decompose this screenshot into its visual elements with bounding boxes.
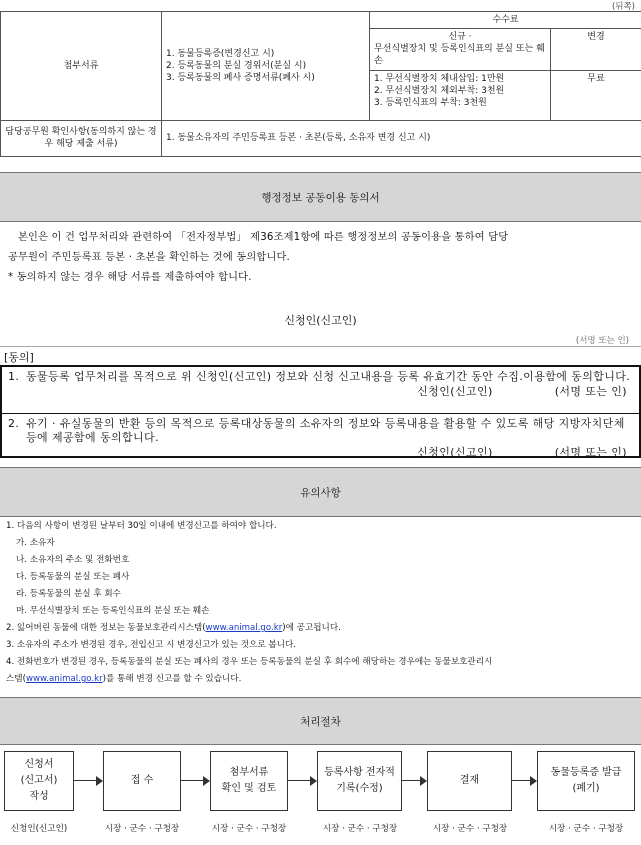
note-sub-item: 다. 등록동물의 분실 또는 폐사: [16, 572, 130, 582]
consent-item-text: 동물등록 업무처리를 목적으로 위 신청인(신고인) 정보와 신청 신고내용을 등록 유효기간 동안 수집.이용함에 동의합니다.: [26, 370, 631, 383]
notes-title: 유의사항: [0, 467, 641, 517]
note-4-text-end: )를 통해 변경 신고를 할 수 있습니다.: [102, 674, 242, 684]
note-4-text: 스템(: [6, 674, 26, 684]
change-fee-header: 변경: [551, 29, 641, 70]
consent-item-number: 2.: [8, 417, 20, 430]
process-flow: [0, 751, 641, 811]
fee-item: 3. 등록인식표의 부착: 3천원: [374, 97, 487, 108]
consent-label: [동의]: [4, 351, 34, 364]
consent-sign: (서명 또는 인): [554, 446, 627, 459]
process-actor: 시장 · 군수 · 구청장: [322, 824, 398, 834]
admin-info-body: [8, 228, 633, 288]
process-actor: 시장 · 군수 · 구청장: [432, 824, 508, 834]
admin-applicant: 신청인(신고인): [284, 314, 357, 327]
attachment-item: 3. 등록동물의 폐사 증명서류(폐사 시): [166, 72, 315, 83]
note-2: [6, 620, 636, 637]
consent-item-text: 유기 · 유실동물의 반환 등의 목적으로 등록대상동물의 소유자의 정보와 등록내용을 활용할 수 있도록 해당 지방자치단체 등에 제공함에 동의합니다.: [26, 417, 625, 444]
animal-system-link[interactable]: www.animal.go.kr: [25, 674, 103, 684]
note-2-text: 2. 잃어버린 동물에 대한 정보는 동물보호관리시스템(: [6, 623, 206, 633]
consent-item-2: [2, 414, 639, 458]
note-4-line2: [6, 671, 636, 688]
back-page-note: (뒤쪽): [611, 2, 635, 12]
animal-system-link[interactable]: www.animal.go.kr: [205, 623, 283, 633]
process-actor: 신청인(신고인): [10, 824, 68, 834]
arrow-right-icon: [181, 780, 209, 781]
attachments-label: 첨부서류: [1, 12, 162, 121]
admin-info-title: 행정정보 공동이용 동의서: [0, 172, 641, 222]
attachments-list: [162, 12, 370, 121]
admin-sign-note: (서명 또는 인): [575, 336, 629, 346]
consent-applicant: 신청인(신고인): [417, 446, 493, 459]
fee-header: 수수료: [370, 12, 641, 29]
change-fee-value: 무료: [551, 70, 641, 120]
process-actor: 시장 · 군수 · 구청장: [104, 824, 180, 834]
note-sub-item: 가. 소유자: [16, 538, 55, 548]
arrow-right-icon: [288, 780, 316, 781]
note-2-text-end: )에 공고됩니다.: [282, 623, 341, 633]
note-1: 1. 다음의 사항이 변경된 날부터 30일 이내에 변경신고를 하여야 합니다.: [6, 521, 277, 531]
notes-list: [6, 518, 636, 688]
note-4-line1: 4. 전화번호가 변경된 경우, 등록동물의 분실 또는 폐사의 경우 또는 등록동물의 분실 후 회수에 해당하는 경우에는 동물보호관리시: [6, 657, 493, 667]
process-step-3: 첨부서류 확인 및 검토: [210, 751, 288, 811]
process-actor: 시장 · 군수 · 구청장: [548, 824, 624, 834]
consent-box: [0, 365, 641, 458]
admin-info-line2: 공무원이 주민등록표 등본 · 초본을 확인하는 것에 동의합니다.: [8, 252, 290, 263]
process-actor: 시장 · 군수 · 구청장: [211, 824, 287, 834]
arrow-right-icon: [74, 780, 102, 781]
new-fee-header-line2: 무선식별장치 및 등록인식표의 분실 또는 훼손: [374, 44, 545, 67]
note-3: 3. 소유자의 주소가 변경된 경우, 전입신고 시 변경신고가 있는 것으로 봅니다.: [6, 640, 297, 650]
fee-item: 2. 무선식별장치 체외부착: 3천원: [374, 85, 505, 96]
fee-item: 1. 무선식별장치 체내삽입: 1만원: [374, 73, 505, 84]
attachment-item: 1. 동물등록증(변경신고 시): [166, 48, 275, 59]
arrow-right-icon: [512, 780, 536, 781]
new-fee-values: [370, 70, 551, 120]
admin-info-note: * 동의하지 않는 경우 해당 서류를 제출하여야 합니다.: [8, 272, 252, 283]
official-check-value: 1. 동물소유자의 주민등록표 등본 · 초본(등록, 소유자 변경 신고 시): [162, 120, 641, 156]
consent-sign: (서명 또는 인): [554, 385, 627, 398]
process-title: 처리절차: [0, 697, 641, 745]
process-step-6: 동물등록증 발급 (폐기): [537, 751, 635, 811]
admin-info-line1: 본인은 이 건 업무처리와 관련하여 「전자정부법」 제36조제1항에 따른 행정정보의 공동이용을 통하여 담당: [18, 232, 509, 243]
fee-table: [0, 11, 641, 157]
consent-item-1: [2, 367, 639, 413]
process-step-1: 신청서 (신고서) 작성: [4, 751, 74, 811]
attachment-item: 2. 등록동물의 분실 경위서(분실 시): [166, 60, 307, 71]
process-step-2: 접 수: [103, 751, 181, 811]
new-fee-header-line1: 신규 ·: [448, 32, 472, 43]
note-sub-item: 마. 무선식별장치 또는 등록인식표의 분실 또는 훼손: [16, 606, 210, 616]
note-sub-item: 나. 소유자의 주소 및 전화번호: [16, 555, 130, 565]
official-check-label: 담당공무원 확인사항(동의하지 않는 경우 해당 제출 서류): [1, 120, 162, 156]
process-step-4: 등록사항 전자적 기록(수정): [317, 751, 402, 811]
arrow-right-icon: [402, 780, 426, 781]
process-step-5: 결재: [427, 751, 512, 811]
note-sub-item: 라. 등록동물의 분실 후 회수: [16, 589, 121, 599]
new-fee-header: [370, 29, 551, 70]
consent-applicant: 신청인(신고인): [417, 385, 493, 398]
consent-item-number: 1.: [8, 370, 20, 383]
